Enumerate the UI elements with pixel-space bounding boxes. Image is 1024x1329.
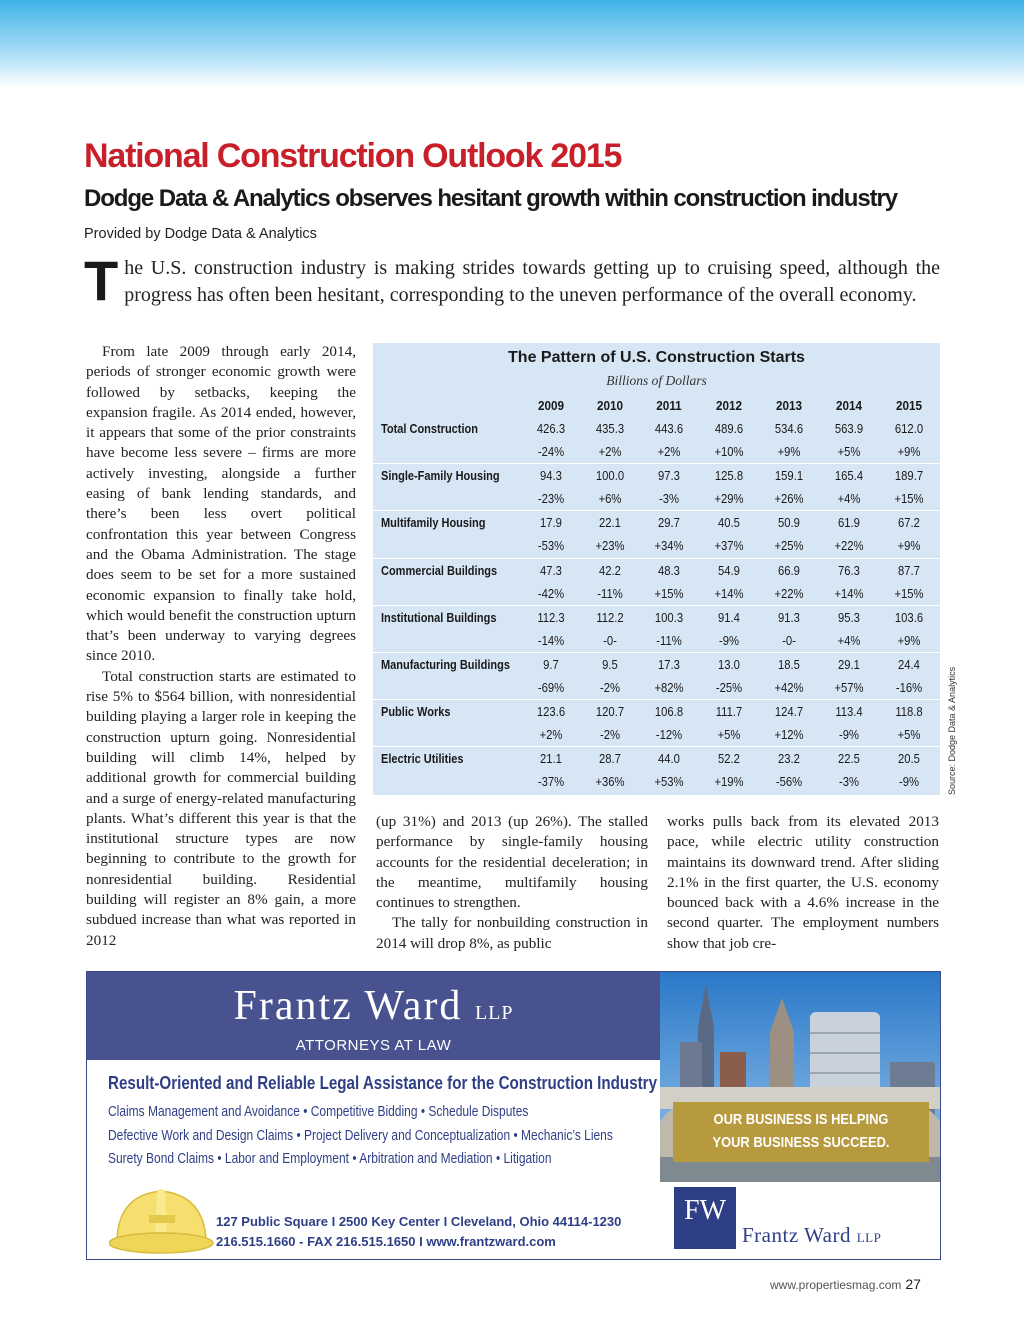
change-cell: -9% [838, 728, 859, 743]
value-cell: 100.3 [654, 610, 684, 625]
drop-cap: T [84, 249, 119, 312]
change-cell: +26% [774, 492, 804, 507]
value-cell: 9.7 [543, 658, 559, 672]
change-cell: +2% [539, 728, 563, 743]
value-cell: 22.1 [599, 516, 621, 531]
page-number: 27 [905, 1276, 921, 1292]
change-cell: +4% [837, 633, 861, 648]
construction-starts-table [373, 343, 940, 795]
ad-services-line: Defective Work and Design Claims • Project Delivery and Conceptualization • Mechanic’s Liens [108, 1127, 613, 1144]
change-cell: -0- [603, 633, 617, 648]
change-cell: +57% [834, 681, 864, 695]
value-cell: 103.6 [894, 610, 924, 625]
change-cell: +34% [654, 539, 684, 554]
row-divider [373, 463, 940, 464]
change-cell: -56% [775, 775, 803, 790]
ad-headline: Result-Oriented and Reliable Legal Assistance for the Construction Industry [108, 1072, 658, 1093]
change-cell: +4% [837, 492, 861, 507]
article-title: National Construction Outlook 2015 [84, 137, 622, 175]
article-subtitle: Dodge Data & Analytics observes hesitant growth within construction industry [84, 185, 897, 212]
ad-services-line: Surety Bond Claims • Labor and Employment • Arbitration and Mediation • Litigation [108, 1150, 552, 1167]
value-cell: 112.2 [596, 610, 624, 625]
value-cell: 44.0 [658, 752, 680, 767]
value-cell: 50.9 [778, 516, 800, 531]
change-cell: +42% [774, 681, 804, 695]
row-divider [373, 652, 940, 653]
top-color-band [0, 0, 1024, 88]
value-cell: 159.1 [774, 469, 804, 484]
value-cell: 111.7 [715, 705, 743, 720]
value-cell: 106.8 [654, 705, 684, 720]
value-cell: 22.5 [838, 752, 860, 767]
change-cell: +9% [897, 539, 921, 554]
ad-tagline-line: OUR BUSINESS IS HELPING [713, 1111, 889, 1128]
row-divider [373, 605, 940, 606]
body-paragraph: (up 31%) and 2013 (up 26%). The stalled performance by single-family housing accounts for the residential deceleration; in the meantime, multifamily housing continues to strengthen. [376, 813, 648, 912]
change-cell: +22% [774, 586, 804, 601]
change-cell: -9% [898, 775, 919, 790]
row-label: Institutional Buildings [381, 610, 497, 625]
row-label: Commercial Buildings [381, 563, 498, 578]
change-cell: +15% [654, 586, 684, 601]
change-cell: +23% [595, 539, 625, 554]
change-cell: +5% [717, 728, 741, 743]
year-header: 2009 [537, 398, 565, 413]
change-cell: +5% [897, 728, 921, 743]
value-cell: 91.4 [718, 610, 740, 625]
row-label: Multifamily Housing [381, 516, 486, 531]
value-cell: 87.7 [898, 563, 920, 578]
value-cell: 29.7 [658, 516, 680, 531]
value-cell: 28.7 [599, 752, 621, 767]
value-cell: 534.6 [774, 422, 804, 436]
value-cell: 17.9 [540, 516, 562, 531]
change-cell: +36% [595, 775, 625, 790]
ad-attorneys-at-law: ATTORNEYS AT LAW [295, 1037, 452, 1054]
ad-address: 127 Public Square I 2500 Key Center I Cleveland, Ohio 44114-1230 [216, 1214, 622, 1229]
value-cell: 189.7 [894, 469, 924, 484]
change-cell: -3% [838, 775, 859, 790]
row-divider [373, 558, 940, 559]
value-cell: 9.5 [602, 658, 618, 672]
row-label: Total Construction [381, 422, 478, 436]
change-cell: +37% [714, 539, 744, 554]
change-cell: -11% [656, 633, 682, 648]
change-cell: +9% [777, 445, 801, 459]
body-column-3 [667, 812, 939, 954]
value-cell: 113.4 [835, 705, 863, 720]
row-label: Single-Family Housing [381, 469, 500, 484]
value-cell: 47.3 [540, 563, 562, 578]
body-column-2 [376, 812, 648, 954]
value-cell: 29.1 [838, 658, 860, 672]
body-column-1 [86, 342, 356, 951]
value-cell: 426.3 [536, 422, 566, 436]
body-paragraph: works pulls back from its elevated 2013 pace, while electric utility construction maintains its downward trend. After sliding 2.1% in the first quarter, the U.S. economy bounced back with a 4.6% increase in the second quarter. The employment numbers show that job cre- [667, 813, 939, 952]
change-cell: -2% [599, 728, 620, 743]
value-cell: 123.6 [536, 705, 566, 720]
change-cell: -42% [537, 586, 565, 601]
row-divider [373, 699, 940, 700]
row-label: Manufacturing Buildings [381, 658, 510, 672]
change-cell: +2% [657, 445, 681, 459]
value-cell: 118.8 [895, 705, 923, 720]
row-divider [373, 746, 940, 747]
value-cell: 40.5 [718, 516, 740, 531]
value-cell: 66.9 [778, 563, 800, 578]
change-cell: +25% [774, 539, 804, 554]
year-header: 2013 [775, 398, 803, 413]
value-cell: 24.4 [898, 658, 920, 672]
body-paragraph: The tally for nonbuilding construction in 2014 will drop 8%, as public [376, 914, 648, 952]
value-cell: 48.3 [658, 563, 680, 578]
value-cell: 124.7 [774, 705, 804, 720]
value-cell: 52.2 [718, 752, 740, 767]
change-cell: +53% [654, 775, 684, 790]
change-cell: +82% [654, 681, 684, 695]
value-cell: 61.9 [838, 516, 860, 531]
value-cell: 20.5 [898, 752, 920, 767]
change-cell: +15% [894, 492, 924, 507]
page-footer [770, 1276, 921, 1292]
year-header: 2014 [835, 398, 863, 413]
change-cell: +15% [894, 586, 924, 601]
fw-wordmark: Frantz Ward LLP [742, 1223, 882, 1247]
table-title: The Pattern of U.S. Construction Starts [508, 349, 805, 366]
change-cell: -25% [715, 681, 743, 695]
value-cell: 42.2 [599, 563, 621, 578]
change-cell: +9% [897, 445, 921, 459]
change-cell: +14% [834, 586, 864, 601]
change-cell: -12% [655, 728, 683, 743]
ad-phone-website: 216.515.1660 - FAX 216.515.1650 I www.frantzward.com [216, 1234, 556, 1249]
frantz-ward-advertisement [86, 971, 941, 1260]
value-cell: 125.8 [714, 469, 744, 484]
body-paragraph: Total construction starts are estimated to rise 5% to $564 billion, with nonresidential building playing a larger role in keeping the construction upturn going. Nonresidential building will climb 14%, helped by additional growth for commercial building and a surge of energy-related manufacturing plants. What’s different this year is that the institutional structure types are now beginning to contribute to the growth for nonresidential building. Residential building will register an 8% gain, a more subdued increase than what was reported in 2012 [86, 667, 356, 949]
ad-firm-logo: Frantz Ward LLP [233, 983, 514, 1029]
footer-website: www.propertiesmag.com [770, 1278, 902, 1292]
table-source: Source: Dodge Data & Analytics [947, 666, 957, 795]
change-cell: -14% [537, 633, 565, 648]
row-label: Public Works [381, 705, 451, 720]
year-header: 2010 [596, 398, 624, 413]
change-cell: +29% [714, 492, 744, 507]
change-cell: -23% [537, 492, 565, 507]
value-cell: 94.3 [540, 469, 562, 484]
year-header: 2015 [895, 398, 923, 413]
row-label: Electric Utilities [381, 752, 464, 767]
value-cell: 23.2 [778, 752, 800, 767]
body-paragraph: From late 2009 through early 2014, periods of stronger economic growth were followed by setbacks, keeping the expansion fragile. As 2014 ended, however, it appears that some of the prior constraints have become less severe – firms are more actively investing, alongside a further easing of bank lending standards, and there’s been less overt political confrontation this year between Congress and the Obama Administration. The stage does seem to be set for a more sustained economic expansion to finally take hold, which would benefit the construction upturn that’s been underway to varying degrees since 2010. [86, 343, 356, 665]
change-cell: +22% [834, 539, 864, 554]
value-cell: 76.3 [838, 563, 860, 578]
value-cell: 100.0 [595, 469, 625, 484]
fw-monogram-logo: FW [674, 1187, 736, 1249]
change-cell: +10% [714, 445, 744, 459]
value-cell: 18.5 [778, 658, 800, 672]
value-cell: 95.3 [838, 610, 860, 625]
change-cell: -37% [537, 775, 565, 790]
value-cell: 435.3 [595, 422, 625, 436]
change-cell: -16% [895, 681, 923, 695]
value-cell: 54.9 [718, 563, 740, 578]
value-cell: 443.6 [654, 422, 684, 436]
value-cell: 97.3 [658, 469, 680, 484]
change-cell: -0- [782, 633, 796, 648]
table-subtitle: Billions of Dollars [606, 373, 707, 388]
provided-by-credit: Provided by Dodge Data & Analytics [84, 226, 317, 242]
value-cell: 563.9 [834, 422, 864, 436]
change-cell: +2% [598, 445, 622, 459]
change-cell: -11% [597, 586, 623, 601]
year-header: 2012 [715, 398, 743, 413]
row-divider [373, 510, 940, 511]
ad-tagline-box [673, 1102, 929, 1162]
change-cell: +5% [837, 445, 861, 459]
change-cell: -24% [537, 445, 565, 459]
ad-services-line: Claims Management and Avoidance • Competitive Bidding • Schedule Disputes [108, 1103, 529, 1120]
hard-hat-icon [109, 1177, 214, 1257]
change-cell: -69% [537, 681, 565, 695]
value-cell: 612.0 [894, 422, 924, 436]
lead-text: he U.S. construction industry is making strides towards getting up to cruising speed, although the progress has often been hesitant, corresponding to the uneven performance of the overall economy. [124, 257, 940, 306]
change-cell: -2% [599, 681, 620, 695]
value-cell: 112.3 [537, 610, 565, 625]
lead-paragraph [84, 249, 940, 312]
value-cell: 120.7 [595, 705, 625, 720]
value-cell: 67.2 [898, 516, 920, 531]
value-cell: 13.0 [718, 658, 740, 672]
change-cell: +9% [897, 633, 921, 648]
value-cell: 17.3 [658, 658, 680, 672]
year-header: 2011 [656, 398, 682, 413]
change-cell: +19% [714, 775, 744, 790]
value-cell: 165.4 [834, 469, 864, 484]
change-cell: +6% [598, 492, 622, 507]
change-cell: +14% [714, 586, 744, 601]
change-cell: -53% [537, 539, 565, 554]
value-cell: 21.1 [540, 752, 562, 767]
value-cell: 91.3 [778, 610, 800, 625]
value-cell: 489.6 [714, 422, 744, 436]
ad-tagline-line: YOUR BUSINESS SUCCEED. [712, 1134, 890, 1151]
change-cell: -9% [718, 633, 739, 648]
change-cell: -3% [658, 492, 679, 507]
change-cell: +12% [774, 728, 804, 743]
